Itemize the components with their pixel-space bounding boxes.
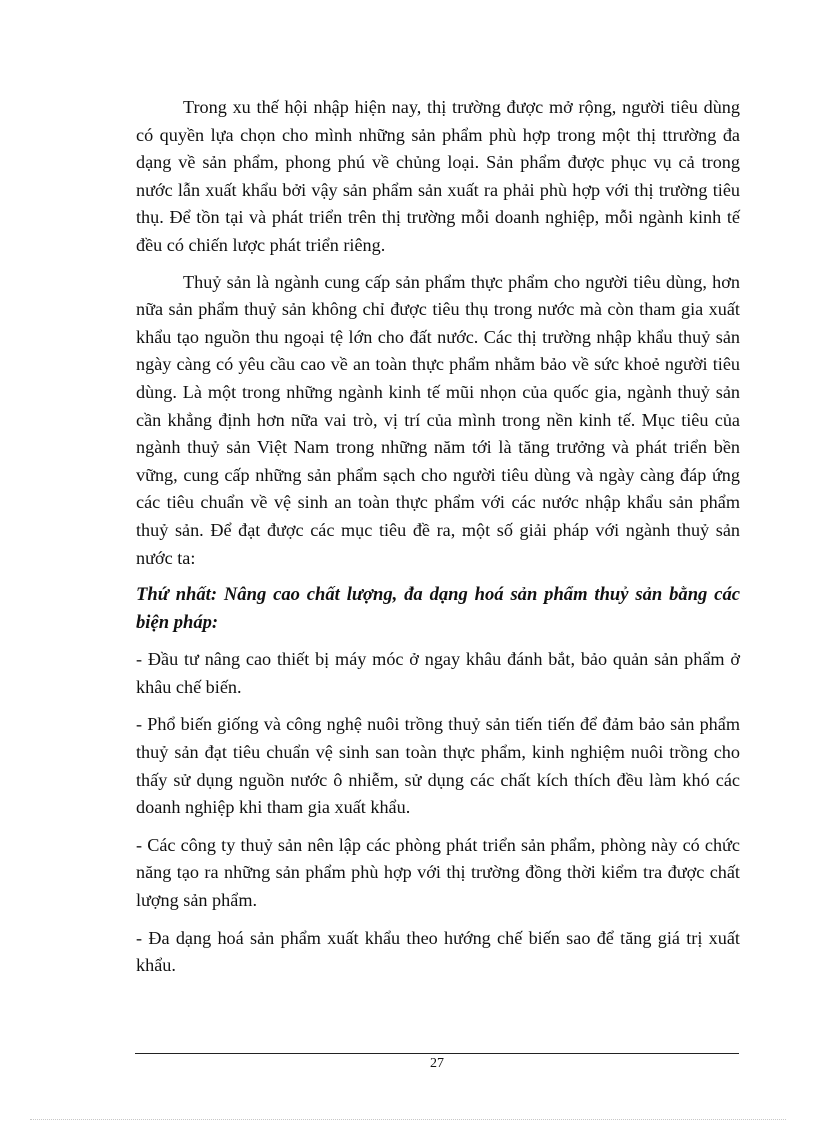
bullet-item: - Đầu tư nâng cao thiết bị máy móc ở ngay khâu đánh bắt, bảo quản sản phẩm ở khâu chế biến. [136, 649, 740, 697]
footer-divider [135, 1053, 739, 1054]
bullet-item: - Các công ty thuỷ sản nên lập các phòng phát triển sản phẩm, phòng này có chức năng tạo ra những sản phẩm phù hợp với thị trường đồng thời kiểm tra được chất lượng sản phẩm. [136, 834, 740, 911]
page-boundary-divider [30, 1119, 786, 1120]
body-paragraph: Thuỷ sản là ngành cung cấp sản phẩm thực phẩm cho người tiêu dùng, hơn nữa sản phẩm thuỷ sản không chỉ được tiêu thụ trong nước mà còn tham gia xuất khẩu tạo nguồn thu ngoại tệ lớn cho đất nước. Các thị trường nhập khẩu thuỷ sản ngày càng có yêu cầu cao về an toàn thực phẩm nhằm bảo về sức khoẻ người tiêu dùng. Là một trong những ngành kinh tế mũi nhọn của quốc gia, ngành thuỷ sản cần khẳng định hơn nữa vai trò, vị trí của mình trong nền kinh tế. Mục tiêu của ngành thuỷ sản Việt Nam trong những năm tới là tăng trưởng và phát triển bền vững, cung cấp những sản phẩm sạch cho người tiêu dùng và ngày càng đáp ứng các tiêu chuẩn về vệ sinh an toàn thực phẩm với các nước nhập khẩu sản phẩm thuỷ sản. Để đạt được các mục tiêu đề ra, một số giải pháp với ngành thuỷ sản nước ta: [136, 271, 740, 568]
bullet-item: - Phổ biến giống và công nghệ nuôi trồng thuỷ sản tiến tiến để đảm bảo sản phẩm thuỷ sản đạt tiêu chuẩn vệ sinh san toàn thực phẩm, kinh nghiệm nuôi trồng cho thấy sử dụng nguồn nước ô nhiễm, sử dụng các chất kích thích đều làm khó các doanh nghiệp khi tham gia xuất khẩu. [136, 714, 740, 818]
document-page [136, 94, 740, 990]
section-heading: Thứ nhất: Nâng cao chất lượng, đa dạng hoá sản phẩm thuỷ sản bằng các biện pháp: [136, 584, 740, 633]
page-number: 27 [430, 1056, 444, 1071]
body-paragraph: Trong xu thế hội nhập hiện nay, thị trường được mở rộng, người tiêu dùng có quyền lựa chọn cho mình những sản phẩm phù hợp trong một thị ttrường đa dạng về sản phẩm, phong phú về chủng loại. Sản phẩm được phục vụ cả trong nước lẫn xuất khẩu bởi vậy sản phẩm sản xuất ra phải phù hợp với thị trường tiêu thụ. Để tồn tại và phát triển trên thị trường mỗi doanh nghiệp, mỗi ngành kinh tế đều có chiến lược phát triển riêng. [136, 97, 740, 255]
bullet-item: - Đa dạng hoá sản phẩm xuất khẩu theo hướng chế biến sao để tăng giá trị xuất khẩu. [136, 927, 740, 976]
